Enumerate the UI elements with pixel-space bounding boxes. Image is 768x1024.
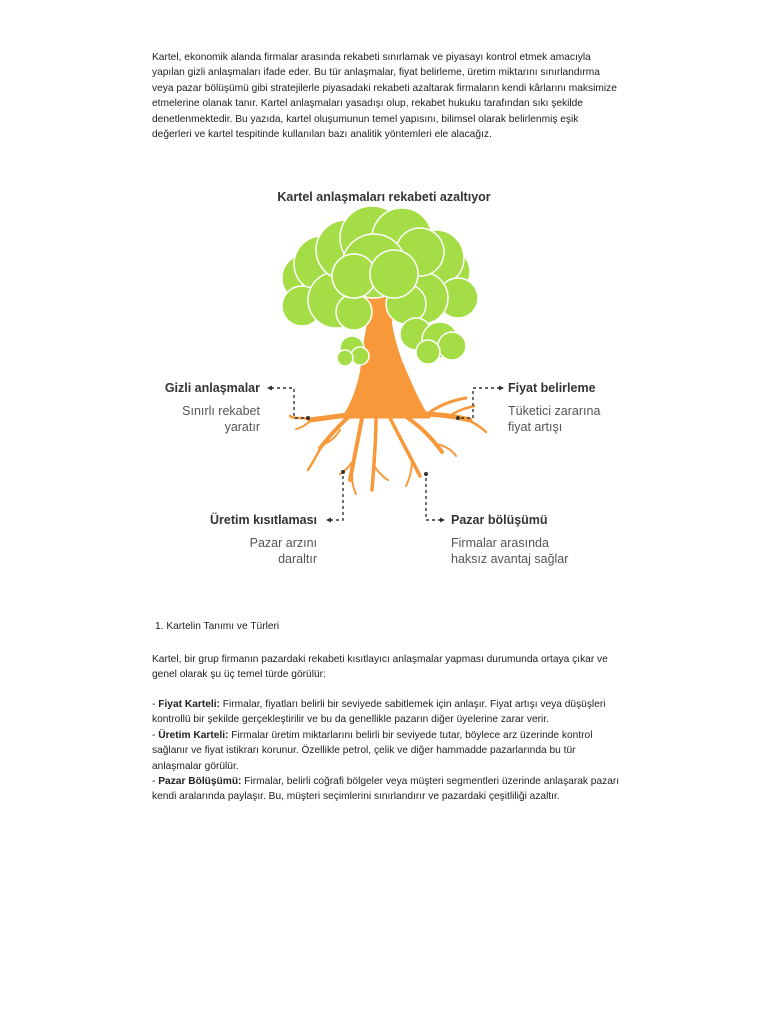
label-uretim-kisitlamasi: Üretim kısıtlaması [210,513,317,527]
desc-uretim-kisitlamasi: Pazar arzını daraltır [249,536,317,566]
section-heading: 1. Kartelin Tanımı ve Türleri [155,621,280,632]
list-item-text: Firmalar üretim miktarlarını belirli bir seviyede tutar, böylece arz üzerinde kontrol sağlanır ve fiyat istikrarı korunur. Özellikle petrol, çelik ve diğer hammadde pazarlarında bu tür anlaşmalar görülür. [152,729,593,772]
list-dash: - [152,699,159,710]
desc-gizli-anlasmalar: Sınırlı rekabet yaratır [182,404,260,434]
section-paragraph: Kartel, bir grup firmanın pazardaki rekabeti kısıtlayıcı anlaşmalar yapması durumunda ortaya çıkar ve genel olarak şu üç temel türde görülür: [152,654,608,681]
list-item-term: Pazar Bölüşümü: [158,776,242,788]
label-fiyat-belirleme: Fiyat belirleme [508,381,596,395]
intro-paragraph: Kartel, ekonomik alanda firmalar arasında rekabeti sınırlamak ve piyasayı kontrol etmek amacıyla yapılan gizli anlaşmaları ifade eder. Bu tür anlaşmalar, fiyat belirleme, üretim miktarını sınırlandırma veya pazar bölüşümü gibi stratejilerle piyasadaki rekabeti azaltarak firmaların kendi kârlarını maksimize etmelerine olanak tanır. Kartel anlaşmaları yasadışı olup, rekabet hukuku tarafından sıkı şekilde denetlenmektedir. Bu yazıda, kartel oluşumunun temel yapısını, bilimsel olarak belirlenmiş eşik değerleri ve kartel tespitinde kullanılan bazı analitik yöntemleri ele alacağız. [152,52,617,141]
desc-pazar-bolusumu: Firmalar arasında haksız avantaj sağlar [451,536,569,566]
list-item [152,728,620,774]
list-dash: - [152,776,159,788]
list-dash: - [152,729,159,741]
list-item-text: Firmalar, fiyatları belirli bir seviyede sabitlemek için anlaşır. Fiyat artışı veya düşüşleri kontrollü bir şekilde gerçekleştirilir ve bu da genellikle pazarın diğer üyelerine zarar verir. [152,699,606,726]
label-pazar-bolusumu: Pazar bölüşümü [451,513,548,527]
list-item [152,697,620,728]
list-item-term: Üretim Karteli: [158,729,229,741]
label-gizli-anlasmalar: Gizli anlaşmalar [164,381,260,395]
list-item-text: Firmalar, belirli coğrafi bölgeler veya müşteri segmentleri üzerinde anlaşarak pazarı kendi aralarında paylaşır. Bu, müşteri seçimlerini sınırlandırır ve pazardaki çeşitliliği azaltır. [152,776,620,803]
list-item-term: Fiyat Karteli: [158,699,220,710]
infographic-title: Kartel anlaşmaları rekabeti azaltıyor [277,190,491,204]
desc-fiyat-belirleme: Tüketici zararına fiyat artışı [508,404,601,434]
cartel-infographic [140,180,630,600]
list-item [152,774,620,805]
cartel-types-list [152,697,620,805]
